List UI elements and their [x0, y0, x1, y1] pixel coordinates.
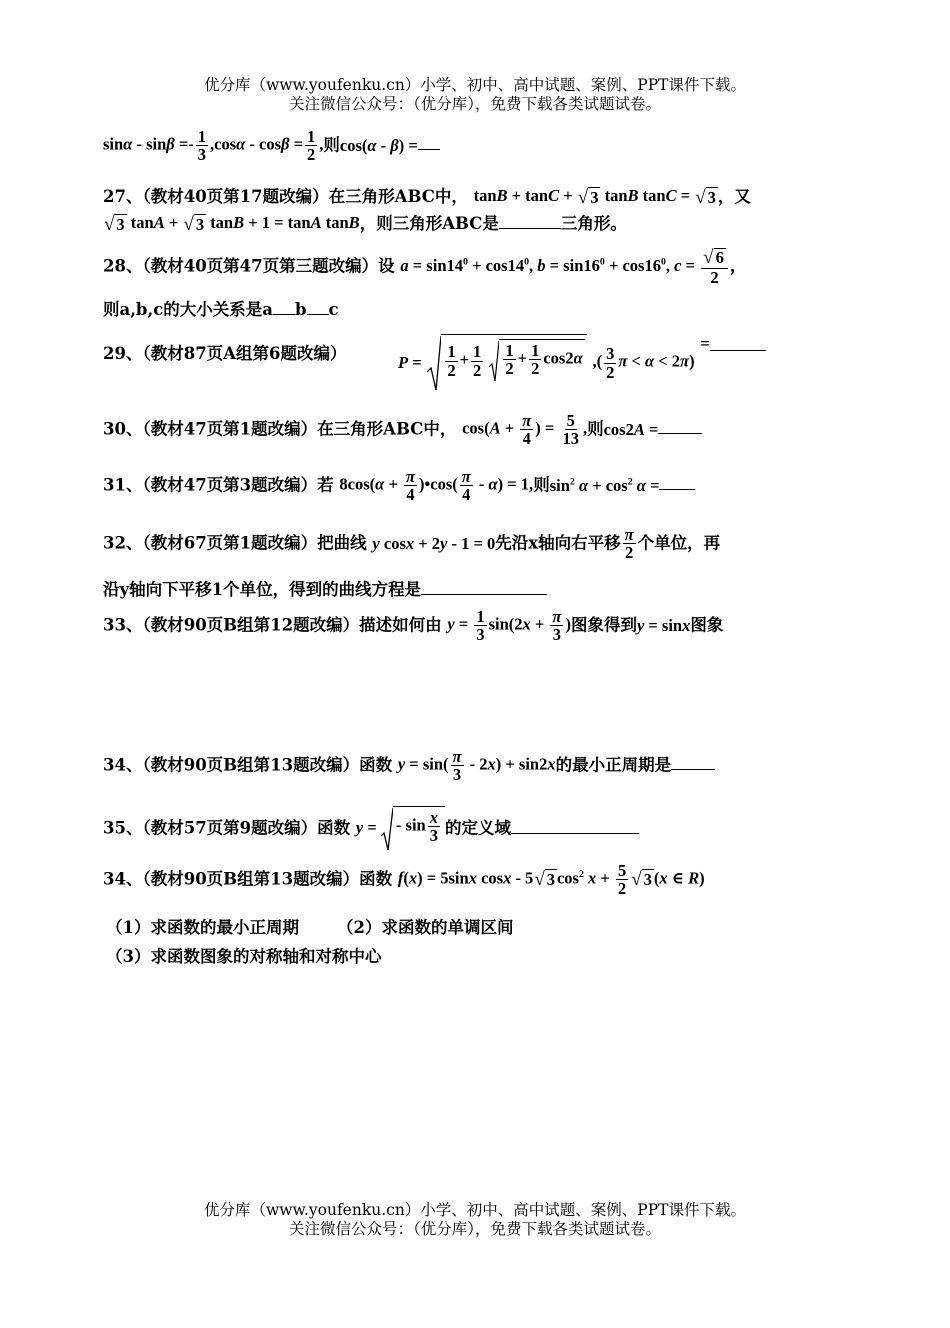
page-header [0, 76, 950, 114]
answer-blank[interactable] [499, 212, 561, 229]
question-27 [103, 183, 751, 209]
formula-q36: f(x) = 5sinx cosx - 5√ 3 $\cos^2 x$ + $\frac{5}{2}$ √ 3 (x ∈ R) [397, 861, 705, 899]
question-number: 27、 [103, 187, 143, 206]
question-text: b [294, 300, 307, 319]
formula-q32a: y cosx + 2y - 1 = 0 [372, 533, 496, 553]
question-text: 个单位，再 [637, 533, 721, 553]
question-29 [103, 340, 346, 364]
formula-q34: y = sin( $\frac{\pi}{3}$ - 2x) + sin2x [397, 747, 556, 785]
question-30 [103, 412, 702, 448]
sub-question-3: （3）求函数图象的对称轴和对称中心 [106, 947, 382, 966]
header-line-1: 优分库（www.youfenku.cn）小学、初中、高中试题、案例、PPT课件下载。 [203, 76, 747, 94]
question-number: 30、 [103, 419, 143, 439]
question-number: 28、 [103, 256, 143, 276]
question-32 [103, 526, 720, 562]
question-source: （教材90页B组第12题改编） [142, 615, 360, 635]
question-32-line-2 [103, 576, 547, 600]
question-text: 图象得到 [570, 615, 637, 635]
formula-q31a: 8cos(α + $\frac{\pi}{4}$ )•cos( $\frac{\pi}{4}$ - α) = 1, [339, 467, 534, 505]
question-text: c [328, 300, 339, 319]
question-number: 34、 [103, 755, 143, 775]
question-text: 在三角形ABC中， [328, 187, 468, 206]
sub-question-1: （1）求函数的最小正周期 [106, 918, 299, 937]
formula-q30b: cos2A = [603, 419, 659, 439]
question-text: 设 [378, 256, 395, 276]
question-text: 函数 [359, 755, 393, 775]
answer-blank[interactable] [418, 133, 440, 150]
footer-line-2: 关注微信公众号：（优分库），免费下载各类试题试卷。 [288, 1220, 661, 1238]
answer-blank[interactable] [671, 753, 715, 770]
question-text: ，则三角形ABC是 [359, 214, 499, 233]
question-34-second [103, 862, 705, 898]
question-28 [103, 248, 746, 286]
header-line-2: 关注微信公众号：（优分库），免费下载各类试题试卷。 [288, 95, 661, 113]
question-source: （教材90页B组第13题改编） [142, 869, 360, 889]
page-footer [0, 1201, 950, 1239]
footer-line-1: 优分库（www.youfenku.cn）小学、初中、高中试题、案例、PPT课件下载。 [203, 1201, 747, 1219]
question-34 [103, 748, 715, 784]
answer-blank[interactable] [710, 334, 766, 351]
question-text: 函数 [317, 818, 351, 838]
question-text: 若 [317, 475, 334, 495]
formula-q30a: cos(A + $\frac{\pi}{4}$ ) = $\frac{5}{13}$ , [462, 411, 588, 449]
formula-q26: sinα - sinβ =- $\frac{1}{3}$ ,cosα - cosβ = $\frac{1}{2}$ , [103, 127, 324, 165]
question-text: 先沿x轴向右平移 [495, 533, 621, 553]
question-source: （教材40页第47页第三题改编） [142, 256, 379, 276]
answer-blank[interactable] [658, 417, 702, 434]
answer-blank[interactable] [421, 578, 547, 595]
question-number: 29、 [103, 344, 143, 363]
question-text: 函数 [359, 869, 393, 889]
question-source: （教材47页第1题改编） [142, 419, 318, 439]
question-source: （教材47页第3题改编） [142, 475, 318, 495]
question-text: 则 [587, 419, 604, 439]
question-source: （教材40页第17题改编） [142, 187, 329, 206]
question-text: 的定义域 [444, 818, 511, 838]
question-text: 在三角形ABC中， [317, 419, 457, 439]
answer-blank[interactable] [273, 298, 295, 315]
question-26-continuation: sinα - sinβ =- $\frac{1}{3}$ ,cosα - cosβ = $\frac{1}{2}$ ,则cos(α - β) = [103, 128, 440, 164]
formula-q29: P = $\frac{1}{2}$ + $\frac{1}{2}$ $\frac{1}{2}$ + $\frac{1}{2}$ cos2α ,( $\frac{3}{2}$ π < α < 2π) = [398, 334, 766, 392]
radical-sign: $\frac{1}{2}$ + $\frac{1}{2}$ $\frac{1}{2}$ + $\frac{1}{2}$ cos2α [427, 334, 586, 392]
question-text: 把曲线 [317, 533, 367, 553]
question-text: 则 [533, 475, 550, 495]
sub-question-row-2 [106, 943, 381, 967]
question-number: 31、 [103, 475, 143, 495]
question-text: 描述如何由 [359, 615, 442, 635]
question-35 [103, 806, 639, 852]
question-number: 34、 [103, 869, 143, 889]
question-text: 三角形。 [560, 214, 627, 233]
question-31 [103, 468, 695, 504]
question-text: 沿y轴向下平移1个单位，得到的曲线方程是 [103, 580, 422, 599]
question-28-line-2 [103, 296, 339, 320]
formula-q33a: y = $\frac{1}{3}$ sin(2x + $\frac{\pi}{3}$ ) [447, 607, 571, 645]
answer-blank[interactable] [511, 817, 639, 834]
formula-q35: y = - sin $\frac{x}{3}$ [356, 806, 445, 852]
question-number: 33、 [103, 615, 143, 635]
formula-q33b: y = sinx [636, 615, 691, 635]
question-source: （教材90页B组第13题改编） [142, 755, 360, 775]
question-number: 32、 [103, 533, 143, 553]
question-number: 35、 [103, 818, 143, 838]
question-text: 图象 [690, 615, 724, 635]
question-33 [103, 608, 723, 644]
question-source: （教材67页第1题改编） [142, 533, 318, 553]
question-source: （教材87页A组第6题改编） [142, 344, 347, 363]
question-text: ，又 [717, 187, 751, 206]
sub-question-row-1 [106, 914, 513, 938]
formula-q32b: $\frac{\pi}{2}$ [624, 525, 634, 563]
formula-q27b: √ 3 tanA + √ 3 tanB + 1 = tanA tanB [104, 213, 360, 235]
q26-then: 则 [323, 135, 340, 155]
question-27-line-2 [103, 210, 627, 236]
question-source: （教材57页第9题改编） [142, 818, 318, 838]
question-text: 则a,b,c的大小关系是a [103, 300, 273, 319]
sub-question-2: （2）求函数的单调区间 [336, 918, 514, 937]
question-text: 的最小正周期是 [555, 755, 672, 775]
formula-q28: $a = \sin 14^0 + \cos 14^0$, $b = \sin 16^0 + \cos 16^0$, c = $\frac{√ 6}{2}$ ， [400, 247, 747, 287]
answer-blank[interactable] [307, 298, 329, 315]
formula-q31b: $\sin^2 \alpha + \cos^2 \alpha$ = [549, 475, 660, 495]
answer-blank[interactable] [659, 473, 695, 490]
formula-q27a: tanB + tanC + √ 3 tanB tanC = √ 3 [473, 186, 716, 208]
